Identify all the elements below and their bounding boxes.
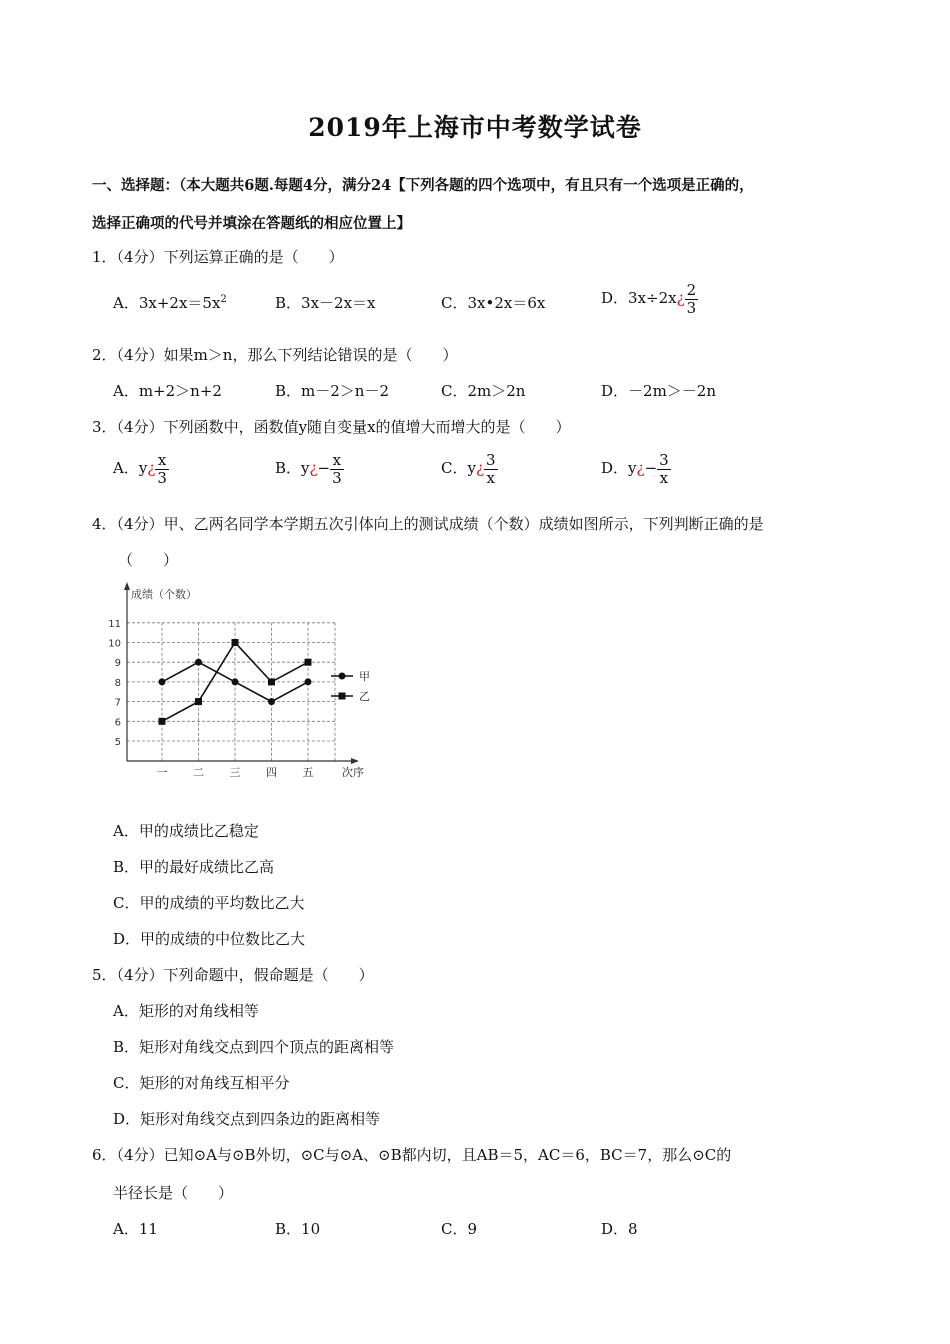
q6-option-b: B．10 [275,1220,321,1238]
q5-option-d: D．矩形对角线交点到四条边的距离相等 [113,1110,381,1128]
series-point-2 [268,678,275,685]
q4-option-b: B．甲的最好成绩比乙高 [113,858,275,876]
legend-label-2: 乙 [359,690,370,703]
series-point-1 [195,659,202,666]
q4-option-c: C．甲的成绩的平均数比乙大 [113,894,305,912]
q3-option-d-sign: − [644,459,658,477]
y-tick-label: 9 [114,658,121,670]
y-tick-label: 11 [108,618,121,630]
page-title: 2019年上海市中考数学试卷 [308,113,642,142]
q4-option-a: A．甲的成绩比乙稳定 [113,822,259,840]
x-tick-label: 二 [193,766,204,779]
y-tick-label: 10 [108,638,121,650]
x-axis-label: 次序 [342,766,364,779]
series-point-1 [159,678,166,685]
q3-option-c-denominator: x [484,469,498,487]
q3-option-d [601,452,671,486]
q3-option-a-fraction [155,452,169,486]
q6-option-c: C．9 [441,1220,478,1238]
q1-option-d-text: D．3x÷2x [601,289,677,307]
series-point-2 [232,639,239,646]
q3-option-c-numerator: 3 [486,451,496,469]
q5-stem: 5．（4分）下列命题中，假命题是（ ） [92,966,374,984]
series-point-2 [305,659,312,666]
section-heading-line2: 选择正确项的代号并填涂在答题纸的相应位置上】 [92,215,411,232]
q5-option-a: A．矩形的对角线相等 [113,1002,259,1020]
q3-option-a-text: A．y [113,459,148,477]
q6-stem: 6．（4分）已知⊙A与⊙B外切，⊙C与⊙A、⊙B都内切，且AB＝5，AC＝6，BC＝7，那么⊙C的 [92,1146,732,1164]
q2-option-a: A．m+2＞n+2 [113,382,222,400]
section-heading-line1: 一、选择题：（本大题共6题.每题4分，满分24【下列各题的四个选项中，有且只有一个选项是正确的， [92,177,754,194]
q1-option-a-text: A．3x+2x＝5x [113,294,221,312]
y-tick-label: 8 [114,677,121,689]
legend-label-1: 甲 [359,670,370,683]
q1-option-c: C．3x•2x＝6x [441,294,546,312]
chart-axes [124,582,359,764]
series-point-2 [159,718,166,725]
legend-marker-2 [339,693,346,700]
q4-line-chart [95,578,385,783]
q3-option-a [113,452,169,486]
q6-stem-line2: 半径长是（ ） [113,1184,234,1202]
q3-option-c-fraction [484,452,498,486]
q3-option-b-text: B．y [275,459,310,477]
q3-option-d-denominator: x [657,469,671,487]
q1-option-d-mark: ¿ [676,289,685,307]
q4-option-d: D．甲的成绩的中位数比乙大 [113,930,306,948]
q1-option-d-fraction [685,282,699,316]
q3-option-a-mark: ¿ [147,459,156,477]
q3-option-a-denominator: 3 [157,468,167,487]
x-tick-label: 四 [266,766,277,779]
q3-option-b-sign: − [317,459,331,477]
q3-option-b [275,452,344,486]
q3-option-b-mark: ¿ [309,459,318,477]
x-tick-label: 一 [156,766,168,779]
q1-option-d-denominator: 3 [686,298,697,317]
chart-grid [127,623,335,761]
q5-option-b: B．矩形对角线交点到四个顶点的距离相等 [113,1038,395,1056]
q3-stem: 3．（4分）下列函数中，函数值y随自变量x的值增大而增大的是（ ） [92,418,571,436]
q6-option-d: D．8 [601,1220,638,1238]
q4-stem: 4．（4分）甲、乙两名同学本学期五次引体向上的测试成绩（个数）成绩如图所示，下列判断正确的是 [92,515,764,533]
x-tick-label: 三 [229,766,241,779]
q2-option-b: B．m－2＞n－2 [275,382,389,400]
q3-option-b-fraction [330,452,344,486]
q3-option-d-mark: ¿ [636,459,645,477]
q3-option-b-denominator: 3 [332,468,342,487]
series-point-1 [305,678,312,685]
q1-stem: 1．（4分）下列运算正确的是（ ） [92,248,344,266]
q3-option-a-numerator: x [157,451,167,469]
q3-option-b-numerator: x [332,451,342,469]
q3-option-c [441,452,498,486]
q5-option-c: C．矩形的对角线互相平分 [113,1074,290,1092]
x-tick-label: 五 [302,766,314,779]
y-axis-label: 成绩（个数） [131,588,197,601]
q3-option-c-text: C．y [441,459,476,477]
q3-option-d-text: D．y [601,459,637,477]
q1-option-d [601,282,698,316]
q2-option-c: C．2m＞2n [441,382,526,400]
y-tick-label: 7 [114,697,121,709]
series-point-1 [232,678,239,685]
chart-legend [331,670,370,703]
q3-option-c-mark: ¿ [475,459,484,477]
q1-option-a-exponent: 2 [220,294,227,305]
q3-option-d-numerator: 3 [659,451,669,469]
q4-stem-paren: （ ） [118,551,179,569]
y-axis-arrow [124,582,130,590]
y-tick-label: 5 [114,737,121,748]
q1-option-d-numerator: 2 [686,281,697,299]
x-axis-arrow [351,758,359,764]
q3-option-d-fraction [657,452,671,486]
legend-marker-1 [339,673,346,680]
series-point-2 [195,698,202,705]
q2-stem: 2．（4分）如果m＞n，那么下列结论错误的是（ ） [92,346,458,364]
series-point-1 [268,698,275,705]
q1-option-a [113,292,227,313]
y-tick-label: 6 [114,717,121,729]
q6-option-a: A．11 [113,1220,158,1238]
q1-option-b: B．3x－2x＝x [275,294,376,312]
q2-option-d: D．－2m＞－2n [601,382,716,400]
